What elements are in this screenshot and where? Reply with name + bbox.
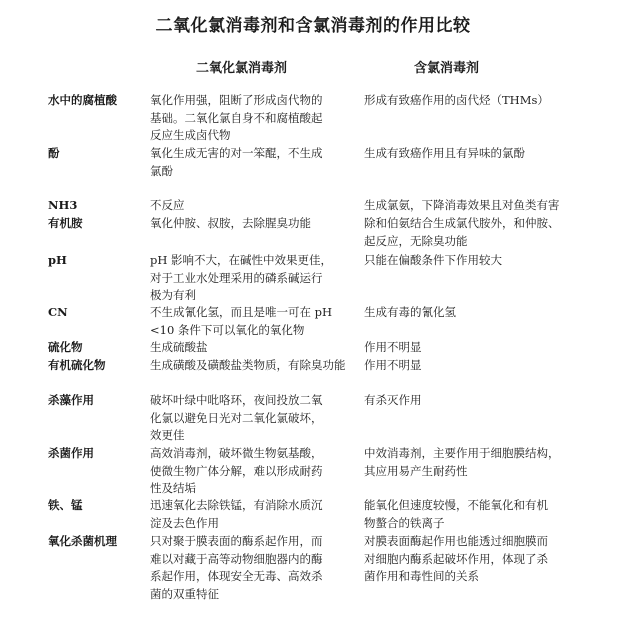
cell-chlorine-dioxide xyxy=(150,304,365,339)
cell-line: 作用不明显 xyxy=(364,340,422,354)
cell-line: 淀及去色作用 xyxy=(150,515,219,530)
cell-chlorine-dioxide xyxy=(150,252,365,305)
cell-line: 系起作用，体现安全无毒、高效杀 xyxy=(150,569,323,583)
row-label: 杀藻作用 xyxy=(48,393,94,407)
row-label: 硫化物 xyxy=(48,340,83,354)
cell-line: 只对聚于膜表面的酶系起作用，而 xyxy=(150,534,323,548)
cell-chlorine-dioxide xyxy=(150,392,365,445)
cell-line: 不生成氰化氢，而且是唯一可在 pH xyxy=(150,305,333,319)
cell-line: 化氯以避免日光对二氧化氯破坏， xyxy=(150,410,323,425)
cell-line: 菌的双重特征 xyxy=(150,586,219,601)
cell-line: 对膜表面酶起作用也能透过细胞膜而 xyxy=(364,534,548,548)
cell-line: 反应生成卤代物 xyxy=(150,128,231,142)
cell-chlorine xyxy=(364,92,579,110)
cell-line: 除和伯氨结合生成氯代胺外，和仲胺、 xyxy=(364,216,560,230)
row-label: 有机硫化物 xyxy=(48,358,106,372)
cell-line: 生成氯氨，下降消毒效果且对鱼类有害 xyxy=(364,198,560,212)
cell-line: 物螯合的铁离子 xyxy=(364,515,445,530)
cell-line: 其应用易产生耐药性 xyxy=(364,463,468,478)
cell-chlorine xyxy=(364,497,579,532)
cell-line: 对于工业水处理采用的磷系碱运行 xyxy=(150,270,323,285)
cell-line: 氧化作用强，阻断了形成卤代物的 xyxy=(150,93,323,107)
cell-chlorine xyxy=(364,145,579,163)
cell-chlorine xyxy=(364,445,579,480)
cell-chlorine xyxy=(364,304,579,322)
row-label: 有机胺 xyxy=(48,216,83,230)
row-label: 酚 xyxy=(48,146,60,160)
cell-line: 基础。二氧化氯自身不和腐植酸起 xyxy=(150,110,323,125)
row-label: pH xyxy=(48,253,67,267)
cell-chlorine-dioxide xyxy=(150,445,365,498)
row-label: 氧化杀菌机理 xyxy=(48,534,117,548)
cell-line: 对细胞内酶系起破坏作用，体现了杀 xyxy=(364,551,548,566)
cell-chlorine-dioxide xyxy=(150,497,365,532)
cell-line: 作用不明显 xyxy=(364,358,422,372)
cell-chlorine xyxy=(364,339,579,357)
cell-line: pH 影响不大，在碱性中效果更佳， xyxy=(150,253,333,267)
cell-chlorine xyxy=(364,357,579,375)
page-title: 二氧化氯消毒剂和含氯消毒剂的作用比较 xyxy=(155,16,471,36)
cell-line: 生成有致癌作用且有异味的氯酚 xyxy=(364,146,525,160)
cell-line: 破坏叶绿中吡咯环，夜间投放二氧 xyxy=(150,393,323,407)
cell-chlorine-dioxide xyxy=(150,339,365,357)
cell-chlorine xyxy=(364,197,579,215)
cell-line: 有杀灭作用 xyxy=(364,393,422,407)
row-label: 杀菌作用 xyxy=(48,446,94,460)
cell-line: 不反应 xyxy=(150,198,185,212)
cell-chlorine-dioxide xyxy=(150,215,365,233)
cell-chlorine xyxy=(364,252,579,270)
cell-line: 性及结垢 xyxy=(150,481,196,495)
column-header-chlorine-dioxide: 二氧化氯消毒剂 xyxy=(196,61,288,76)
cell-line: 生成磺酸及磺酸盐类物质，有除臭功能 xyxy=(150,358,346,372)
cell-line: 形成有致癌作用的卤代烃（THMs） xyxy=(364,93,549,107)
cell-line: 氧化生成无害的对一笨醌，不生成 xyxy=(150,146,323,160)
cell-line: <10 条件下可以氧化的氧化物 xyxy=(150,322,305,337)
cell-line: 生成有毒的氰化氢 xyxy=(364,305,456,319)
cell-chlorine-dioxide xyxy=(150,145,365,180)
row-label: 铁、锰 xyxy=(48,498,83,512)
row-label: 水中的腐植酸 xyxy=(48,93,117,107)
column-header-chlorine: 含氯消毒剂 xyxy=(414,61,480,76)
cell-chlorine-dioxide xyxy=(150,357,365,375)
cell-line: 难以对藏于高等动物细胞器内的酶 xyxy=(150,551,323,566)
cell-line: 氯酚 xyxy=(150,163,173,178)
cell-line: 效更佳 xyxy=(150,428,185,442)
cell-line: 菌作用和毒性间的关系 xyxy=(364,569,479,583)
cell-chlorine xyxy=(364,533,579,586)
cell-line: 生成硫酸盐 xyxy=(150,340,208,354)
cell-line: 高效消毒剂，破坏微生物氨基酸， xyxy=(150,446,323,460)
cell-line: 中效消毒剂，主要作用于细胞膜结构， xyxy=(364,446,560,460)
cell-line: 极为有利 xyxy=(150,288,196,302)
cell-line: 起反应，无除臭功能 xyxy=(364,233,468,248)
cell-line: 氧化仲胺、叔胺，去除腥臭功能 xyxy=(150,216,311,230)
row-label: CN xyxy=(48,305,68,319)
cell-chlorine xyxy=(364,392,579,410)
cell-line: 能氧化但速度较慢，不能氧化和有机 xyxy=(364,498,548,512)
row-label: NH3 xyxy=(48,198,78,212)
cell-line: 迅速氧化去除铁锰，有消除水质沉 xyxy=(150,498,323,512)
cell-chlorine-dioxide xyxy=(150,533,365,603)
cell-chlorine-dioxide xyxy=(150,92,365,145)
cell-line: 只能在偏酸条件下作用较大 xyxy=(364,253,502,267)
cell-chlorine xyxy=(364,215,579,250)
cell-line: 使微生物广体分解，难以形成耐药 xyxy=(150,463,323,478)
cell-chlorine-dioxide xyxy=(150,197,365,215)
